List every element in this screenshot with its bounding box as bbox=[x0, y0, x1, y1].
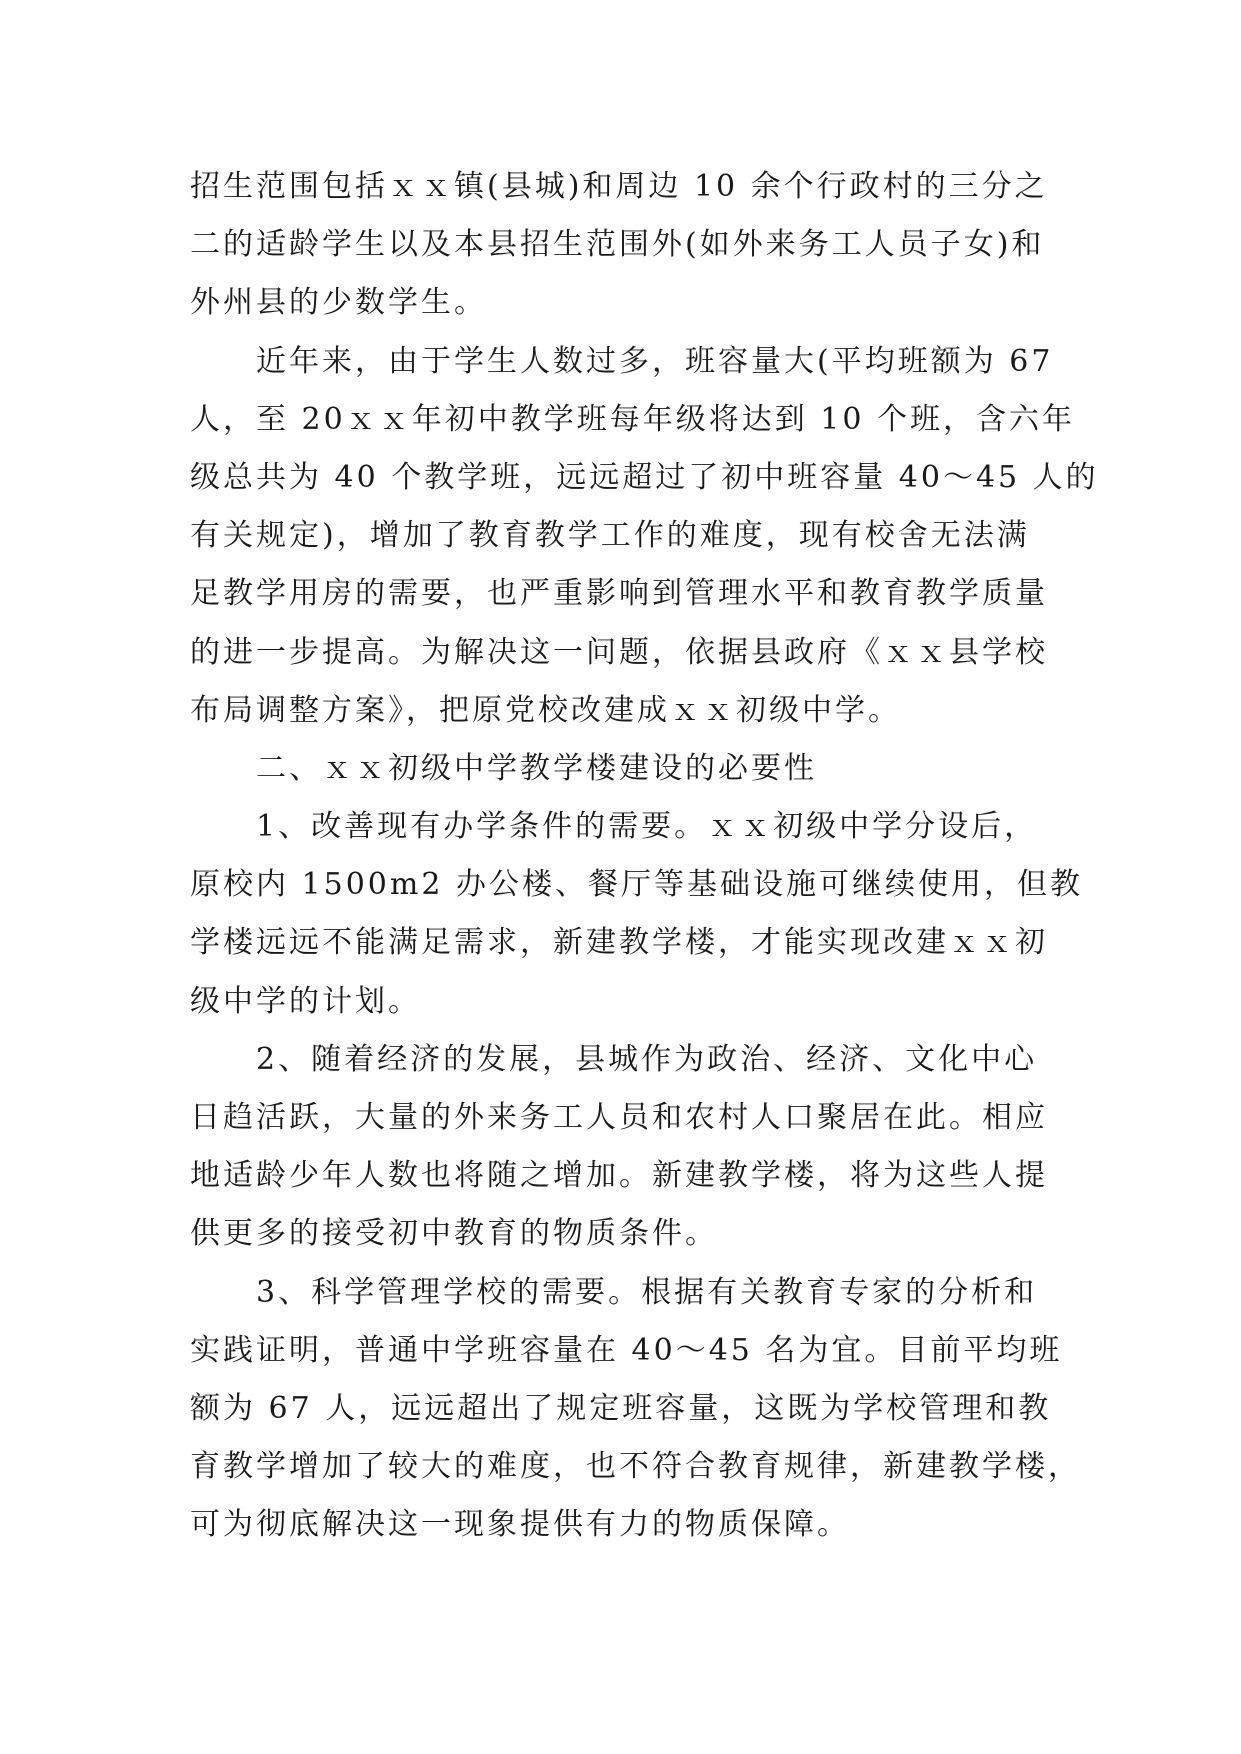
text-line: 2、随着经济的发展，县城作为政治、经济、文化中心 bbox=[190, 1041, 1038, 1077]
text-line: 地适龄少年人数也将随之增加。新建教学楼，将为这些人提 bbox=[190, 1158, 1048, 1194]
text-line: 人，至 20ｘｘ年初中教学班每年级将达到 10 个班，含六年 bbox=[190, 401, 1075, 437]
text-line: 招生范围包括ｘｘ镇(县城)和周边 10 余个行政村的三分之 bbox=[190, 169, 1048, 204]
text-line: 近年来，由于学生人数过多，班容量大(平均班额为 67 bbox=[190, 343, 1054, 379]
section-heading: 二、ｘｘ初级中学教学楼建设的必要性 bbox=[190, 750, 817, 786]
text-line: 二的适龄学生以及本县招生范围外(如外来务工人员子女)和 bbox=[190, 227, 1045, 263]
text-line: 级总共为 40 个教学班，远远超过了初中班容量 40～45 人的 bbox=[190, 459, 1099, 495]
text-line: 额为 67 人，远远超出了规定班容量，这既为学校管理和教 bbox=[190, 1390, 1052, 1426]
text-line: 原校内 1500m2 办公楼、餐厅等基础设施可继续使用，但教 bbox=[190, 867, 1083, 903]
document-page bbox=[190, 158, 1099, 1555]
text-line: 布局调整方案》，把原党校改建成ｘｘ初级中学。 bbox=[190, 692, 901, 728]
text-line: 供更多的接受初中教育的物质条件。 bbox=[190, 1216, 718, 1252]
text-line: 日趋活跃，大量的外来务工人员和农村人口聚居在此。相应 bbox=[190, 1100, 1048, 1135]
text-line: 可为彻底解决这一现象提供有力的物质保障。 bbox=[190, 1507, 850, 1543]
text-line: 学楼远远不能满足需求，新建教学楼，才能实现改建ｘｘ初 bbox=[190, 925, 1048, 961]
text-line: 实践证明，普通中学班容量在 40～45 名为宜。目前平均班 bbox=[190, 1332, 1063, 1368]
text-line: 外州县的少数学生。 bbox=[190, 285, 487, 321]
text-line: 育教学增加了较大的难度，也不符合教育规律，新建教学楼， bbox=[190, 1449, 1081, 1485]
text-line: 足教学用房的需要，也严重影响到管理水平和教育教学质量 bbox=[190, 576, 1048, 612]
text-line: 3、科学管理学校的需要。根据有关教育专家的分析和 bbox=[190, 1274, 1038, 1310]
text-line: 1、改善现有办学条件的需要。ｘｘ初级中学分设后， bbox=[190, 809, 1038, 845]
text-line: 级中学的计划。 bbox=[190, 983, 421, 1019]
text-line: 的进一步提高。为解决这一问题，依据县政府《ｘｘ县学校 bbox=[190, 634, 1048, 670]
text-line: 有关规定)，增加了教育教学工作的难度，现有校舍无法满 bbox=[190, 518, 1030, 554]
